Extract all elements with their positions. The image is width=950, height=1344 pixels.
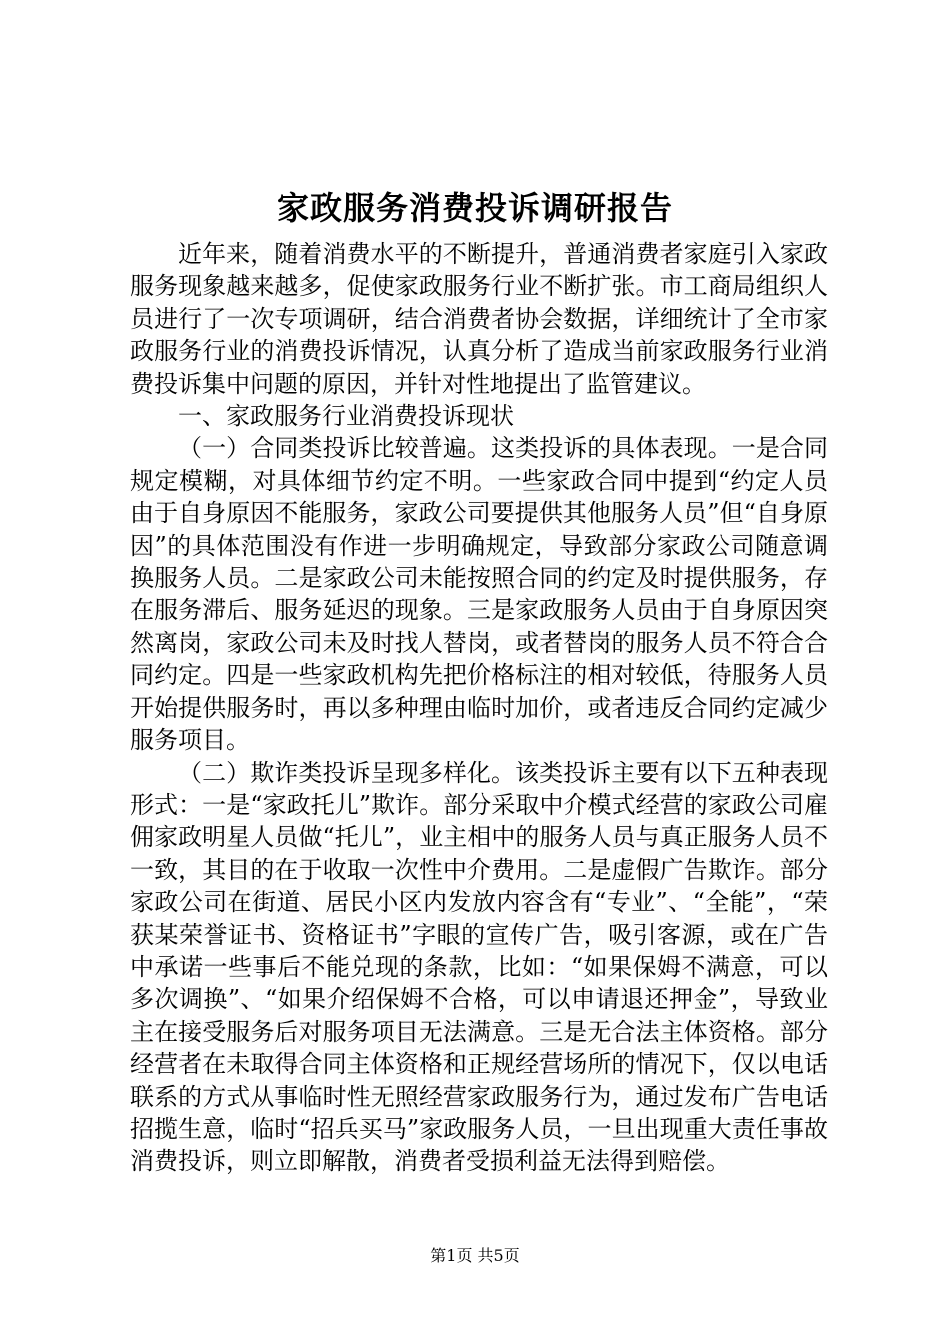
fraud-complaints-paragraph: （二）欺诈类投诉呈现多样化。该类投诉主要有以下五种表现形式：一是“家政托儿”欺诈。部分采取中介模式经营的家政公司雇佣家政明星人员做“托儿”，业主相中的服务人员与真正服务人员不一致，其目的在于收取一次性中介费用。二是虚假广告欺诈。部分家政公司在街道、居民小区内发放内容含有“专业”、“全能”，“荣获某荣誉证书、资格证书”字眼的宣传广告，吸引客源，或在广告中承诺一些事后不能兑现的条款，比如：“如果保姆不满意，可以多次调换”、“如果介绍保姆不合格，可以申请退还押金”，导致业主在接受服务后对服务项目无法满意。三是无合法主体资格。部分经营者在未取得合同主体资格和正规经营场所的情况下，仅以电话联系的方式从事临时性无照经营家政服务行为，通过发布广告电话招揽生意，临时“招兵买马”家政服务人员，一旦出现重大责任事故消费投诉，则立即解散，消费者受损利益无法得到赔偿。 [130, 758, 828, 1176]
page-footer: 第1页 共5页 [430, 1246, 520, 1265]
intro-paragraph: 近年来，随着消费水平的不断提升，普通消费者家庭引入家政服务现象越来越多，促使家政服务行业不断扩张。市工商局组织人员进行了一次专项调研，结合消费者协会数据，详细统计了全市家政服务行业的消费投诉情况，认真分析了造成当前家政服务行业消费投诉集中问题的原因，并针对性地提出了监管建议。 [130, 240, 828, 398]
document-title: 家政服务消费投诉调研报告 [276, 189, 673, 227]
document-body [130, 238, 828, 1178]
section-heading: 一、家政服务行业消费投诉现状 [178, 402, 514, 431]
contract-complaints-paragraph: （一）合同类投诉比较普遍。这类投诉的具体表现。一是合同规定模糊，对具体细节约定不明。一些家政合同中提到“约定人员由于自身原因不能服务，家政公司要提供其他服务人员”但“自身原因”的具体范围没有作进一步明确规定，导致部分家政公司随意调换服务人员。二是家政公司未能按照合同的约定及时提供服务，存在服务滞后、服务延迟的现象。三是家政服务人员由于自身原因突然离岗，家政公司未及时找人替岗，或者替岗的服务人员不符合合同约定。四是一些家政机构先把价格标注的相对较低，待服务人员开始提供服务时，再以多种理由临时加价，或者违反合同约定减少服务项目。 [130, 434, 828, 755]
